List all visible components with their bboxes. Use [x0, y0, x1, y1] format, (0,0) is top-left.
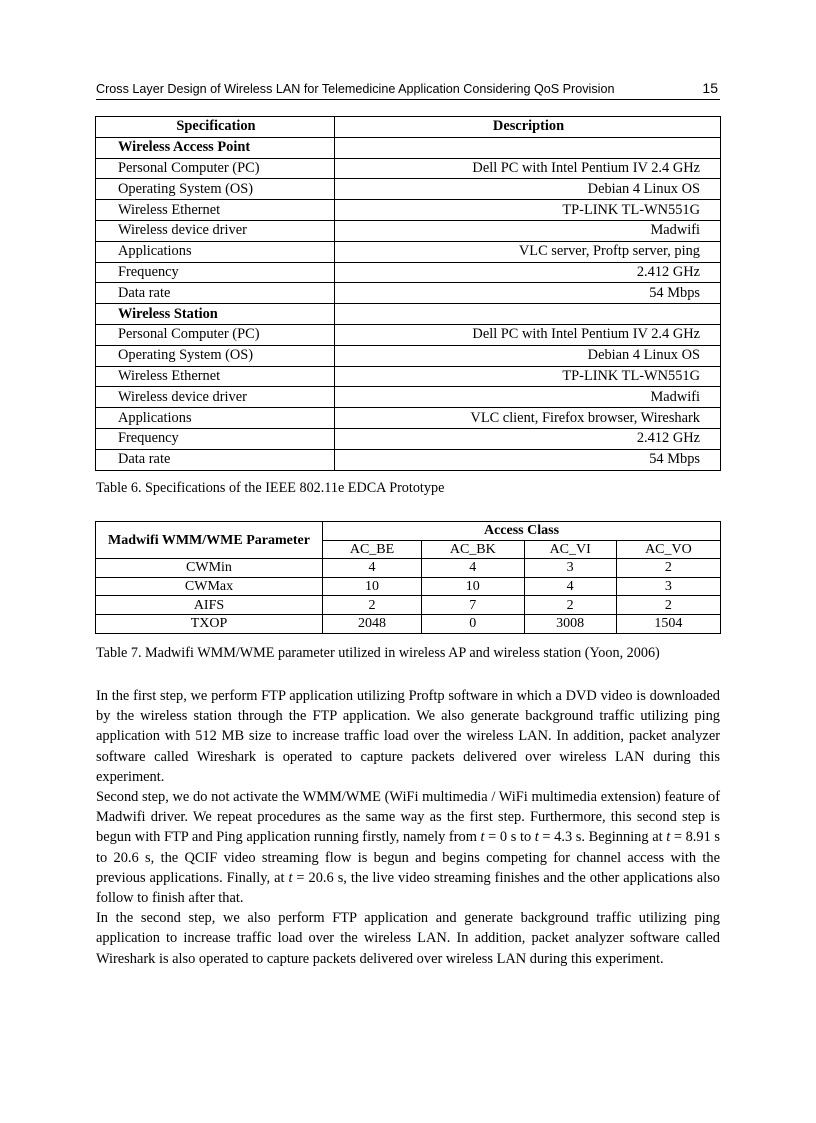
value-cell: 0 [422, 614, 524, 633]
section-title: Wireless Access Point [96, 137, 335, 158]
value-cell: 2 [616, 559, 720, 578]
col-header-description: Description [335, 117, 721, 138]
spec-cell: Personal Computer (PC) [96, 158, 335, 179]
desc-cell: Debian 4 Linux OS [335, 345, 721, 366]
spec-cell: Wireless Ethernet [96, 200, 335, 221]
table-row [96, 596, 721, 615]
value-cell: 1504 [616, 614, 720, 633]
spec-cell: Wireless device driver [96, 387, 335, 408]
paragraph-second-step-ftp: In the second step, we also perform FTP application and generate background traffic utilizing ping application to increase traffic load over the wireless LAN. In addition, packet analyzer software called Wireshark is also operated to capture packets delivered over wireless LAN during this experiment. [96, 910, 720, 967]
param-cell: TXOP [96, 614, 323, 633]
desc-cell: Debian 4 Linux OS [335, 179, 721, 200]
table-header-row [96, 522, 721, 541]
table-row [96, 158, 721, 179]
section-title: Wireless Station [96, 304, 335, 325]
value-cell: 4 [422, 559, 524, 578]
desc-cell: 54 Mbps [335, 449, 721, 470]
wmm-parameter-table [95, 521, 721, 634]
value-cell: 7 [422, 596, 524, 615]
value-cell: 2 [524, 596, 616, 615]
value-cell: 2048 [323, 614, 422, 633]
spec-cell: Personal Computer (PC) [96, 324, 335, 345]
desc-cell: 2.412 GHz [335, 428, 721, 449]
table-row [96, 428, 721, 449]
desc-cell: 2.412 GHz [335, 262, 721, 283]
spec-cell: Applications [96, 408, 335, 429]
value-cell: 2 [323, 596, 422, 615]
body-text [96, 686, 720, 969]
param-header: Madwifi WMM/WME Parameter [96, 522, 323, 559]
table-row [96, 577, 721, 596]
param-cell: AIFS [96, 596, 323, 615]
section-row [96, 137, 721, 158]
desc-cell: VLC server, Proftp server, ping [335, 241, 721, 262]
value-cell: 3 [524, 559, 616, 578]
access-class-label: AC_BK [422, 540, 524, 559]
access-class-header: Access Class [323, 522, 721, 541]
paragraph-first-step: In the first step, we perform FTP application utilizing Proftp software in which a DVD video is downloaded by the wireless station through the FTP application. We also generate background traffic utilizing ping application with 512 MB size to increase traffic load over the wireless LAN. In addition, packet analyzer software called Wireshark is operated to capture packets delivered over wireless LAN during this experiment. [96, 688, 720, 785]
section-row [96, 304, 721, 325]
table-row [96, 408, 721, 429]
table-row [96, 200, 721, 221]
param-cell: CWMin [96, 559, 323, 578]
table-6-caption: Table 6. Specifications of the IEEE 802.11e EDCA Prototype [96, 480, 445, 496]
desc-cell: TP-LINK TL-WN551G [335, 366, 721, 387]
table-row [96, 614, 721, 633]
desc-cell: Madwifi [335, 387, 721, 408]
access-class-label: AC_VO [616, 540, 720, 559]
table-row [96, 559, 721, 578]
desc-cell: 54 Mbps [335, 283, 721, 304]
desc-cell: Dell PC with Intel Pentium IV 2.4 GHz [335, 158, 721, 179]
specifications-table [95, 116, 721, 471]
spec-cell: Operating System (OS) [96, 345, 335, 366]
table-header-row [96, 117, 721, 138]
table-row [96, 324, 721, 345]
desc-cell: Dell PC with Intel Pentium IV 2.4 GHz [335, 324, 721, 345]
spec-cell: Wireless Ethernet [96, 366, 335, 387]
spec-cell: Data rate [96, 449, 335, 470]
table-row [96, 262, 721, 283]
spec-cell: Frequency [96, 428, 335, 449]
table-row [96, 241, 721, 262]
value-cell: 2 [616, 596, 720, 615]
spec-cell: Operating System (OS) [96, 179, 335, 200]
section-blank [335, 137, 721, 158]
table-row [96, 366, 721, 387]
table-row [96, 387, 721, 408]
table-row [96, 345, 721, 366]
spec-cell: Frequency [96, 262, 335, 283]
access-class-label: AC_BE [323, 540, 422, 559]
value-cell: 4 [323, 559, 422, 578]
table-row [96, 449, 721, 470]
table-body [96, 559, 721, 633]
table-body [96, 137, 721, 470]
value-cell: 10 [323, 577, 422, 596]
col-header-specification: Specification [96, 117, 335, 138]
page-number: 15 [702, 80, 718, 96]
header-rule [96, 99, 720, 100]
access-class-label: AC_VI [524, 540, 616, 559]
running-title: Cross Layer Design of Wireless LAN for Telemedicine Application Considering QoS Provision [96, 82, 615, 96]
table-7-caption: Table 7. Madwifi WMM/WME parameter utilized in wireless AP and wireless station (Yoon, 2006) [96, 645, 660, 661]
param-cell: CWMax [96, 577, 323, 596]
spec-cell: Data rate [96, 283, 335, 304]
value-cell: 4 [524, 577, 616, 596]
spec-cell: Applications [96, 241, 335, 262]
table-row [96, 283, 721, 304]
desc-cell: VLC client, Firefox browser, Wireshark [335, 408, 721, 429]
value-cell: 3008 [524, 614, 616, 633]
running-header [96, 80, 720, 96]
spec-cell: Wireless device driver [96, 220, 335, 241]
table-row [96, 179, 721, 200]
value-cell: 10 [422, 577, 524, 596]
paragraph-second-step: Second step, we do not activate the WMM/WME (WiFi multimedia / WiFi multimedia extension) feature of Madwifi driver. We repeat procedures as the same way as the first step. Furthermore, this second step is begun with FTP and Ping application running firstly, namely from t = 0 s to t = 4.3 s. Beginning at t = 8.91 s to 20.6 s, the QCIF video streaming flow is begun and begins competing for channel access with the previous applications. Finally, at t = 20.6 s, the live video streaming finishes and the other applications also follow to finish after that. [96, 789, 721, 907]
desc-cell: Madwifi [335, 220, 721, 241]
value-cell: 3 [616, 577, 720, 596]
desc-cell: TP-LINK TL-WN551G [335, 200, 721, 221]
table-row [96, 220, 721, 241]
section-blank [335, 304, 721, 325]
